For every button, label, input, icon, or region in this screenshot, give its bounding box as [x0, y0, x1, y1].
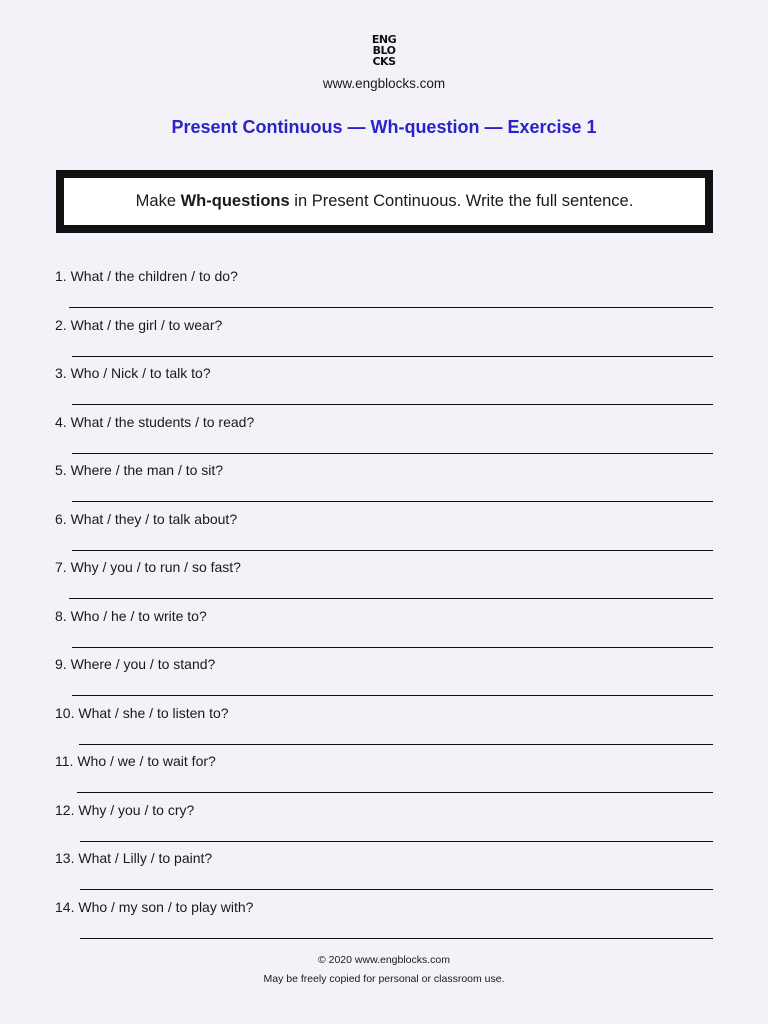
instruction-text — [64, 178, 705, 225]
logo-line: CKS — [372, 55, 396, 68]
exercise-prompt: 1. What / the children / to do? — [55, 268, 238, 284]
exercise-prompt: 2. What / the girl / to wear? — [55, 316, 223, 333]
exercise-prompt: 4. What / the students / to read? — [55, 413, 255, 430]
site-url: www.engblocks.com — [322, 76, 446, 91]
exercise-prompt: 5. Where / the man / to sit? — [55, 462, 224, 478]
exercise-item — [55, 405, 713, 454]
exercise-prompt: 12. Why / you / to cry? — [55, 801, 195, 818]
exercise-prompt: 9. Where / you / to stand? — [55, 656, 216, 672]
instruction-bold: Wh-questions — [180, 192, 290, 210]
exercise-item — [55, 744, 713, 793]
exercise-prompt: 13. What / Lilly / to paint? — [55, 850, 213, 866]
instruction-prefix: Make — [135, 192, 181, 210]
exercise-item — [55, 356, 713, 405]
page-title: Present Continuous — Wh-question — Exercise 1 — [171, 117, 597, 137]
instruction-suffix: in Present Continuous. Write the full sentence. — [289, 192, 634, 210]
answer-line[interactable] — [80, 938, 713, 939]
exercise-item — [55, 841, 713, 890]
exercise-prompt: 7. Why / you / to run / so fast? — [55, 559, 241, 575]
logo-line: BLO — [372, 44, 396, 57]
exercise-prompt: 10. What / she / to listen to? — [55, 704, 229, 721]
exercise-prompt: 3. Who / Nick / to talk to? — [55, 365, 211, 381]
engblocks-logo — [368, 34, 400, 67]
exercise-prompt: 11. Who / we / to wait for? — [55, 753, 216, 769]
exercise-item — [55, 308, 713, 357]
exercise-item — [55, 696, 713, 745]
exercise-prompt: 6. What / they / to talk about? — [55, 510, 238, 527]
instruction-box — [56, 170, 713, 233]
exercise-prompt: 14. Who / my son / to play with? — [55, 898, 254, 915]
logo-line: ENG — [371, 33, 397, 46]
footer-license: May be freely copied for personal or classroom use. — [263, 973, 505, 985]
exercise-item — [55, 890, 713, 939]
exercise-item — [55, 502, 713, 551]
exercise-prompt: 8. Who / he / to write to? — [55, 607, 207, 624]
footer-copyright: © 2020 www.engblocks.com — [317, 954, 451, 966]
exercise-item — [55, 793, 713, 842]
exercise-item — [55, 550, 713, 599]
exercise-item — [55, 647, 713, 696]
exercise-list — [55, 259, 713, 938]
exercise-item — [55, 259, 713, 308]
exercise-item — [55, 599, 713, 648]
exercise-item — [55, 453, 713, 502]
